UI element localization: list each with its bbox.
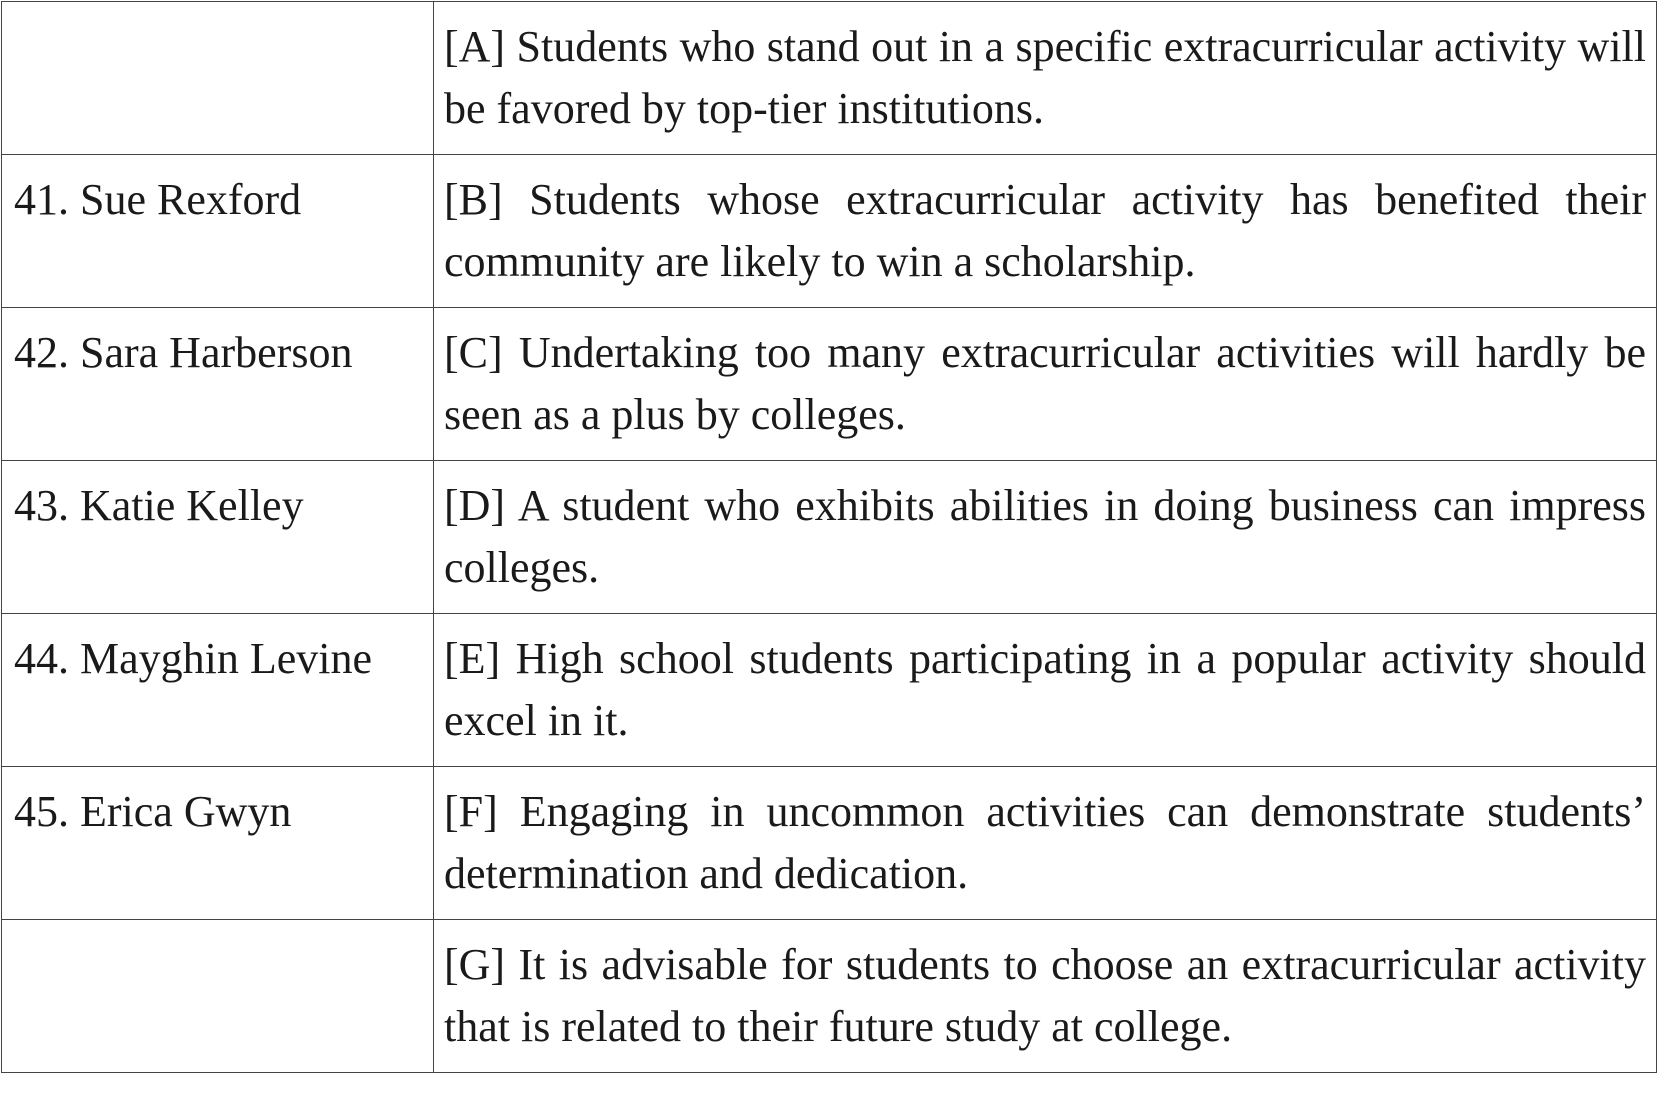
table-row [2, 155, 1657, 308]
person-42: 42. Sara Harberson [2, 308, 434, 461]
statement-b: [B] Students whose extracurricular activity has benefited their community are likely to win a scholarship. [434, 155, 1657, 308]
table-row [2, 2, 1657, 155]
table-row [2, 920, 1657, 1073]
person-41: 41. Sue Rexford [2, 155, 434, 308]
table-row [2, 308, 1657, 461]
person-cell-empty [2, 2, 434, 155]
statement-d: [D] A student who exhibits abilities in doing business can impress colleges. [434, 461, 1657, 614]
table-row [2, 767, 1657, 920]
person-43: 43. Katie Kelley [2, 461, 434, 614]
statement-g: [G] It is advisable for students to choose an extracurricular activity that is related to their future study at college. [434, 920, 1657, 1073]
matching-table [1, 1, 1657, 1073]
person-cell-empty [2, 920, 434, 1073]
person-45: 45. Erica Gwyn [2, 767, 434, 920]
table-row [2, 461, 1657, 614]
table-row [2, 614, 1657, 767]
statement-c: [C] Undertaking too many extracurricular activities will hardly be seen as a plus by colleges. [434, 308, 1657, 461]
person-44: 44. Mayghin Levine [2, 614, 434, 767]
statement-f: [F] Engaging in uncommon activities can demonstrate students’ determination and dedication. [434, 767, 1657, 920]
statement-a: [A] Students who stand out in a specific extracurricular activity will be favored by top-tier institutions. [434, 2, 1657, 155]
statement-e: [E] High school students participating in a popular activity should excel in it. [434, 614, 1657, 767]
